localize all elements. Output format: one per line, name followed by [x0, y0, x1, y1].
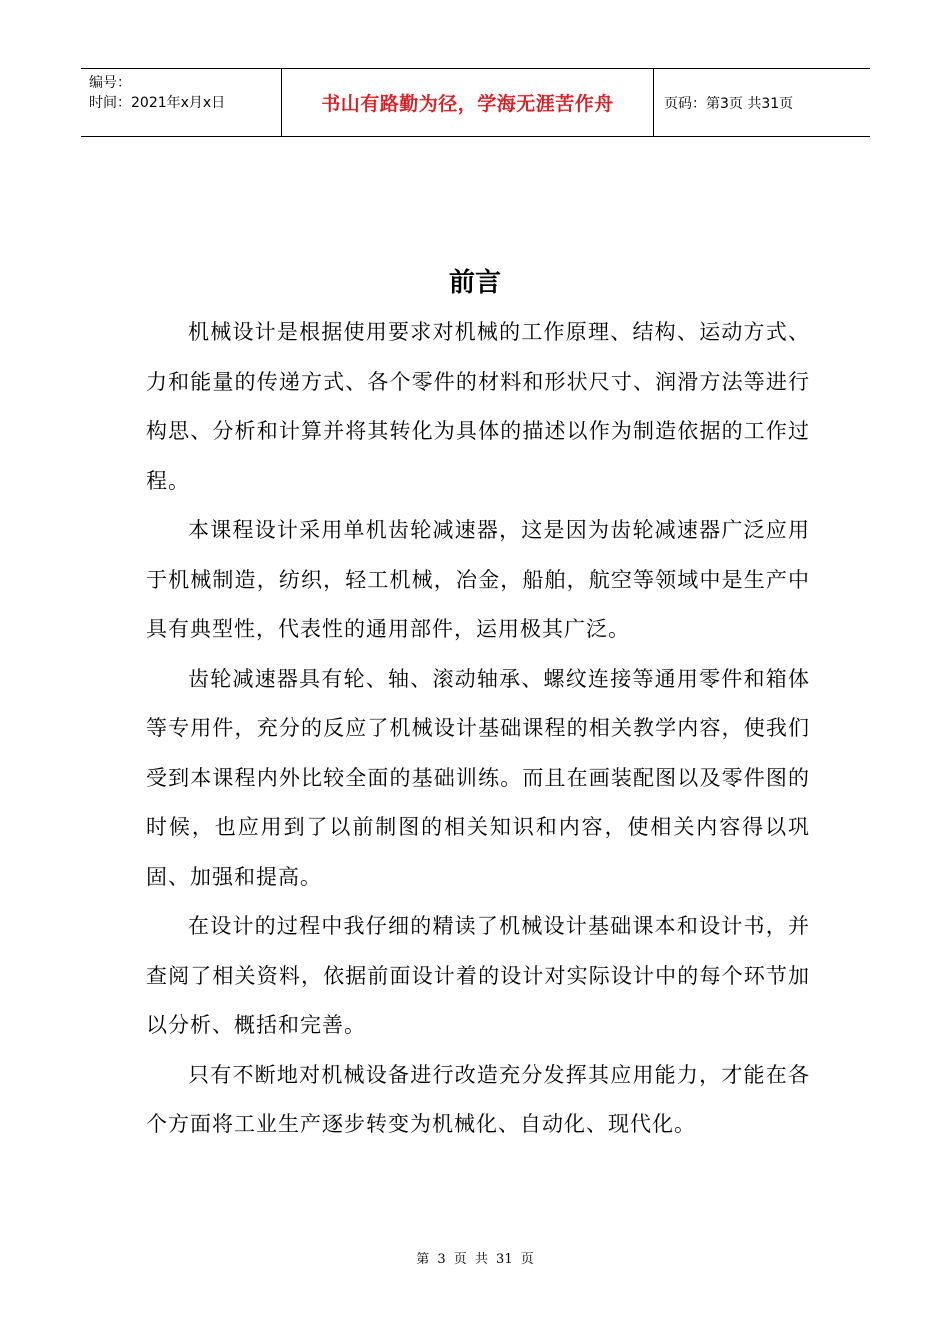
paragraph: 在设计的过程中我仔细的精读了机械设计基础课本和设计书，并查阅了相关资料，依据前面设计着的设计对实际设计中的每个环节加以分析、概括和完善。 — [146, 914, 810, 1037]
paragraph: 只有不断地对机械设备进行改造充分发挥其应用能力，才能在各个方面将工业生产逐步转变为机械化、自动化、现代化。 — [146, 1062, 810, 1136]
page-footer: 第 3 页 共 31 页 — [416, 1252, 534, 1267]
page-title: 前言 — [448, 268, 501, 298]
header-motto: 书山有路勤为径，学海无涯苦作舟 — [281, 69, 654, 136]
paragraph: 齿轮减速器具有轮、轴、滚动轴承、螺纹连接等通用零件和箱体等专用件，充分的反应了机械设计基础课程的相关教学内容，使我们受到本课程内外比较全面的基础训练。而且在画装配图以及零件图的时候，也应用到了以前制图的相关知识和内容，使相关内容得以巩固、加强和提高。 — [146, 666, 810, 889]
header-page-info: 页码：第3页 共31页 — [664, 95, 794, 112]
document-body — [146, 308, 810, 1150]
document-header — [81, 68, 870, 137]
number-label: 编号： — [89, 75, 131, 91]
time-label: 时间：2021年x月x日 — [89, 95, 226, 111]
paragraph: 本课程设计采用单机齿轮减速器，这是因为齿轮减速器广泛应用于机械制造，纺织，轻工机械，冶金，船舶，航空等领域中是生产中具有典型性，代表性的通用部件，运用极其广泛。 — [146, 518, 810, 641]
paragraph: 机械设计是根据使用要求对机械的工作原理、结构、运动方式、力和能量的传递方式、各个零件的材料和形状尺寸、润滑方法等进行构思、分析和计算并将其转化为具体的描述以作为制造依据的工作过程。 — [146, 320, 810, 493]
header-meta — [81, 69, 281, 136]
